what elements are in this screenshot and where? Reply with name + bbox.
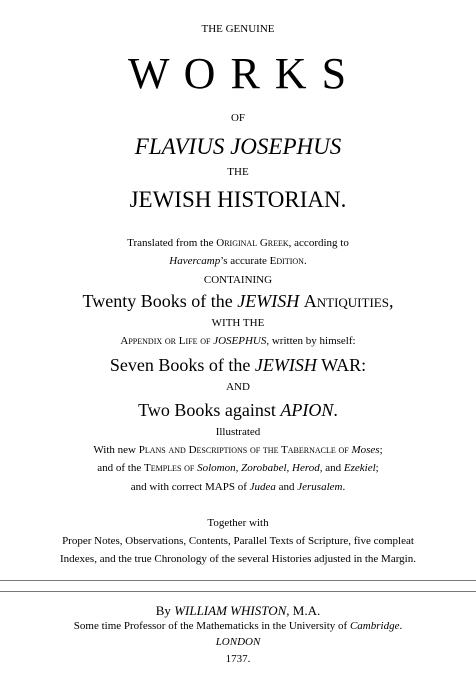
two-books-period: . [333,400,338,420]
temples-line [0,463,476,474]
havercamp: Havercamp [169,255,221,267]
judea: Judea [249,481,276,493]
apion: APION [280,400,334,420]
year-line: 1737. [225,653,251,665]
plans-line [0,445,476,456]
proper-notes-line: Proper Notes, Observations, Contents, Parallel Texts of Scripture, five compleat [62,535,414,547]
and-line: AND [226,381,250,393]
jewish-italic: JEWISH [237,291,300,311]
ma-text: , M.A. [286,603,321,618]
temple-builders: Solomon, Zorobabel, Herod, [197,462,323,474]
two-books-text: Two Books against [138,400,276,420]
bottom-divider [0,591,476,592]
appendix-line [0,336,476,347]
plans-semicolon: ; [379,444,383,456]
william-whiston: WILLIAM WHISTON [174,603,287,618]
war-text: WAR: [321,355,367,375]
edition-period: . [303,255,307,267]
jewish-historian-line: JEWISH HISTORIAN. [129,187,347,212]
temples-semicolon: ; [375,462,379,474]
illustrated-line: Illustrated [215,426,261,438]
josephus-italic: JOSEPHUS [213,335,267,347]
sometime-text: Some time Professor of the Mathematicks in the University of [73,620,348,632]
with-new-text: With new [93,444,136,456]
containing-line: CONTAINING [203,274,273,286]
jewish-war-italic: JEWISH [254,355,317,375]
and-word: and [325,462,342,474]
the-genuine-line: THE GENUINE [201,23,275,35]
seven-books-text: Seven Books of the [109,355,251,375]
ezekiel: Ezekiel [343,462,376,474]
cambridge: Cambridge [349,620,400,632]
works-heading: W O R K S [127,49,349,98]
temples-text: Temples of [144,462,195,474]
two-books-line [0,401,476,419]
and-with-correct-text: and with correct MAPS of [130,481,247,493]
the-line: THE [227,166,249,178]
edition: Edition [269,255,304,267]
appendix-text: Appendix or Life of [120,335,211,347]
top-divider [0,580,476,581]
twenty-books-line [0,292,476,310]
maps-and-word: and [278,481,295,493]
professor-line [0,621,476,632]
with-the-line: WITH THE [211,317,265,329]
indexes-line: Indexes, and the true Chronology of the several Histories adjusted in the Margin. [60,553,416,565]
twenty-books-text: Twenty Books of the [82,291,233,311]
written-by-himself: , written by himself: [266,335,356,347]
translated-text-2: , according to [288,237,349,249]
together-with-line: Together with [207,517,269,529]
accurate-text: ’s accurate [220,255,267,267]
translated-line [0,238,476,249]
original-greek: Original Greek [216,237,289,249]
by-line [0,604,476,617]
antiquities: Antiquities, [303,291,394,311]
maps-period: . [342,481,346,493]
maps-line [0,482,476,493]
and-of-the-text: and of the [97,462,142,474]
of-line: OF [230,112,246,124]
moses: Moses [351,444,380,456]
professor-period: . [399,620,403,632]
jerusalem: Jerusalem [297,481,343,493]
plans-text: Plans and Descriptions of the Tabernacle of [138,444,349,456]
havercamp-line [0,256,476,267]
author-name: FLAVIUS JOSEPHUS [134,134,342,159]
translated-text-1: Translated from the [127,237,214,249]
london-line: LONDON [215,636,261,648]
by-text: By [155,603,171,618]
seven-books-line [0,356,476,374]
